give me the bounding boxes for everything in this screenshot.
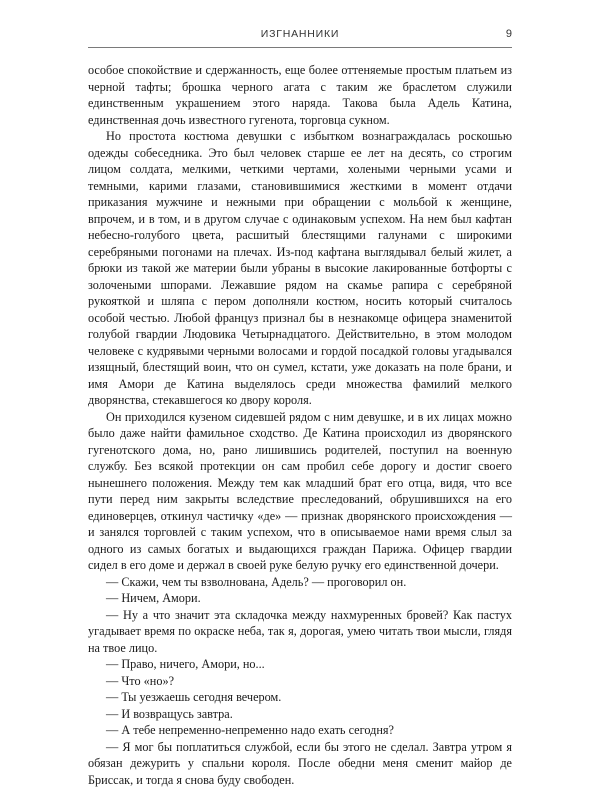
paragraph-1: особое спокойствие и сдержанность, еще более оттеняемые простым платьем из черной тафты; брошка черного агата с таким же браслетом служили единственным украшением этого наряда. Такова была Адель Катина, единственная дочь известного гугенота, торговца сукном. xyxy=(88,62,512,128)
page-header xyxy=(88,28,512,48)
paragraph-2: Но простота костюма девушки с избытком вознаграждалась роскошью одежды собеседника. Это был человек старше ее лет на десять, со строгим лицом солдата, мелкими, четкими чертами, холеными черными усами и темными, карими глазами, становившимися жесткими в момент отдачи приказания мужчине и нежными при обращении с мольбой к женщине, впрочем, и в том, и в другом случае с одинаковым успехом. На нем был кафтан небесно-голубого цвета, расшитый блестящими галунами с широкими серебряными погонами на плечах. Из-под кафтана выглядывал белый жилет, а брюки из такой же материи были убраны в высокие лакированные ботфорты с золочеными шпорами. Лежавшие рядом на скамье рапира с серебряной рукояткой и шляпа с пером дополняли костюм, носить который считалось особой честью. Любой француз признал бы в незнакомце офицера знаменитой голубой гвардии Людовика Четырнадцатого. Действительно, в этом молодом человеке с кудрявыми черными волосами и гордой посадкой головы угадывался изящный, блестящий воин, что он сумел, кстати, уже доказать на поле брани, и имя Амори де Катина выделялось среди множества фамилий мелкого дворянства, стекавшегося ко двору короля. xyxy=(88,128,512,409)
dialogue-line-7: — И возвращусь завтра. xyxy=(88,706,512,723)
running-title: ИЗГНАННИКИ xyxy=(88,28,512,40)
dialogue-line-3: — Ну а что значит эта складочка между нахмуренных бровей? Как пастух угадывает время по окраске неба, так я, дорогая, умею читать твои мысли, глядя на твое лицо. xyxy=(88,607,512,657)
dialogue-line-5: — Что «но»? xyxy=(88,673,512,690)
dialogue-line-1: — Скажи, чем ты взволнована, Адель? — проговорил он. xyxy=(88,574,512,591)
paragraph-3: Он приходился кузеном сидевшей рядом с ним девушке, и в их лицах можно было даже найти фамильное сходство. Де Катина происходил из дворянского гугенотского дома, но, рано лишившись родителей, поступил на военную службу. Без всякой протекции он сам пробил себе дорогу и достиг своего нынешнего положения. Между тем как младший брат его отца, видя, что все пути перед ним закрыты вследствие преследований, обрушившихся на его единоверцев, откинул частичку «де» — признак дворянского происхождения — и занялся торговлей с таким успехом, что в описываемое нами время слыл за одного из самых богатых и выдающихся граждан Парижа. Офицер гвардии сидел в его доме и держал в своей руке белую ручку его единственной дочери. xyxy=(88,409,512,574)
dialogue-line-6: — Ты уезжаешь сегодня вечером. xyxy=(88,689,512,706)
dialogue-line-4: — Право, ничего, Амори, но... xyxy=(88,656,512,673)
dialogue-line-9: — Я мог бы поплатиться службой, если бы этого не сделал. Завтра утром я обязан дежурить у спальни короля. После обедни меня сменит майор де Бриссак, и тогда я снова буду свободен. xyxy=(88,739,512,788)
page-number: 9 xyxy=(506,28,512,40)
body-text xyxy=(88,62,512,788)
dialogue-line-8: — А тебе непременно-непременно надо ехать сегодня? xyxy=(88,722,512,739)
header-rule xyxy=(88,47,512,48)
dialogue-line-2: — Ничем, Амори. xyxy=(88,590,512,607)
